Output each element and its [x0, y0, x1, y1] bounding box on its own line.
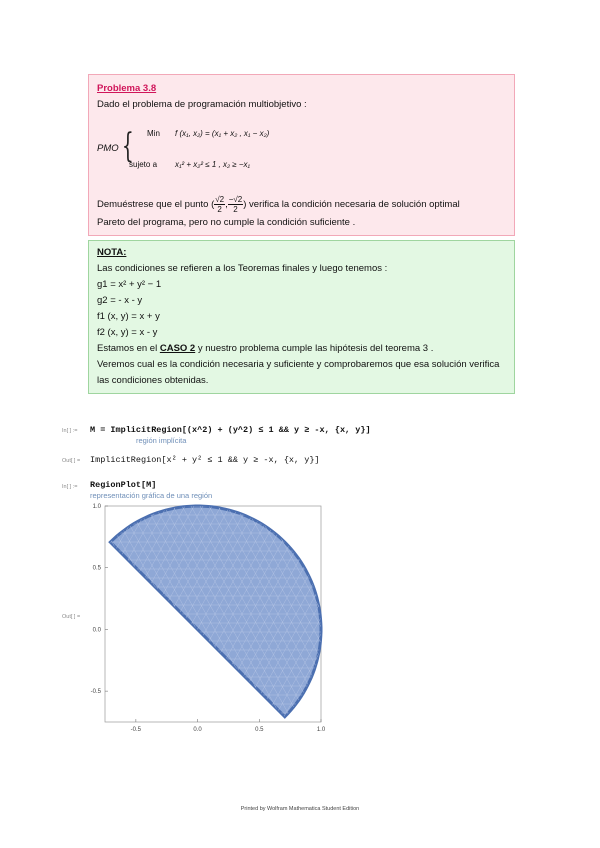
y-tick-label: 0.0	[92, 627, 101, 634]
mesh-line	[74, 506, 86, 722]
x-tick-label: 0.5	[255, 727, 264, 733]
note-last-line-1: Veremos cual es la condición necesaria y suficiente y comprobaremos que esa solución verifica	[97, 359, 500, 370]
case-name: CASO 2	[159, 343, 196, 354]
y-tick-label: -0.5	[90, 689, 101, 696]
problem-cell	[88, 74, 515, 236]
in-label-1: In[ ] :=	[62, 428, 78, 434]
statement-post: ) verifica la condición necesaria de solución optimal	[243, 199, 460, 211]
mesh-line	[326, 506, 334, 722]
out-label-2: Out[ ] =	[62, 614, 81, 620]
point-y-den: 2	[233, 205, 238, 214]
problem-title: Problema 3.8	[97, 83, 157, 94]
input-cell-2[interactable]: RegionPlot[M]	[90, 480, 157, 490]
mesh-line	[74, 506, 77, 722]
region-fill-group	[74, 496, 334, 742]
out-label-1: Out[ ] =	[62, 458, 81, 464]
y-ticks-group	[91, 504, 108, 695]
input-cell-1[interactable]: M = ImplicitRegion[(x^2) + (y^2) ≤ 1 && y ≥ -x, {x, y}]	[90, 425, 371, 435]
point-x-den: 2	[217, 205, 222, 214]
y-tick-label: 0.5	[92, 565, 101, 572]
point-y-fraction	[228, 195, 244, 214]
output-cell-1: ImplicitRegion[x² + y² ≤ 1 && y ≥ -x, {x, y}]	[90, 455, 320, 465]
statement-line-2: Pareto del programa, pero no cumple la condición suficiente .	[97, 217, 356, 228]
min-label: Min	[147, 129, 160, 138]
mesh-line	[74, 506, 77, 722]
note-title: NOTA:	[97, 247, 127, 258]
point-x-fraction	[214, 195, 225, 214]
problem-intro: Dado el problema de programación multiobjetivo :	[97, 99, 307, 110]
objective-function: f (x₁, x₂) = (x₁ + x₂ , x₁ − x₂)	[175, 129, 270, 138]
point-y-num: −√2	[228, 195, 243, 204]
region-area	[110, 506, 321, 717]
y-tick-label: 1.0	[92, 504, 101, 510]
x-tick-label: -0.5	[130, 727, 142, 733]
note-g2: g2 = - x - y	[97, 295, 143, 306]
mesh-line	[326, 506, 334, 722]
note-f2: f2 (x, y) = x - y	[97, 327, 158, 338]
x-tick-label: 0.0	[193, 727, 202, 733]
note-cell	[88, 240, 515, 394]
footer-text: Printed by Wolfram Mathematica Student Edition	[240, 806, 360, 812]
region-plot	[74, 496, 334, 742]
hint-1: región implícita	[136, 436, 187, 445]
brace-symbol: {	[121, 126, 134, 166]
note-case-line	[97, 343, 433, 355]
in-label-2: In[ ] :=	[62, 484, 78, 490]
constraints: x₁² + x₂² ≤ 1 , x₂ ≥ −x₁	[175, 160, 251, 169]
statement-line-1: Demuéstrese que el punto ( $\frac{√2}{2}$ , $\frac{-√2}{2}$ ) verifica la condición necesaria de solución optimal	[97, 195, 460, 214]
hint-2: representación gráfica de una región	[90, 491, 213, 500]
pmo-label: PMO	[97, 143, 119, 154]
point-x-num: √2	[215, 195, 225, 204]
mesh-line	[74, 506, 86, 722]
note-line-1: Las condiciones se refieren a los Teoremas finales y luego tenemos :	[97, 263, 388, 274]
x-tick-label: 1.0	[316, 727, 326, 733]
case-post: y nuestro problema cumple las hipótesis del teorema 3 .	[195, 343, 434, 354]
x-ticks-group	[131, 719, 326, 733]
note-last-line-2: las condiciones obtenidas.	[97, 375, 209, 386]
subject-label: sujeto a	[129, 160, 158, 169]
note-f1: f1 (x, y) = x + y	[97, 311, 160, 322]
note-g1: g1 = x² + y² − 1	[97, 279, 162, 290]
statement-pre: Demuéstrese que el punto (	[97, 199, 215, 211]
case-pre: Estamos en el	[97, 343, 160, 354]
